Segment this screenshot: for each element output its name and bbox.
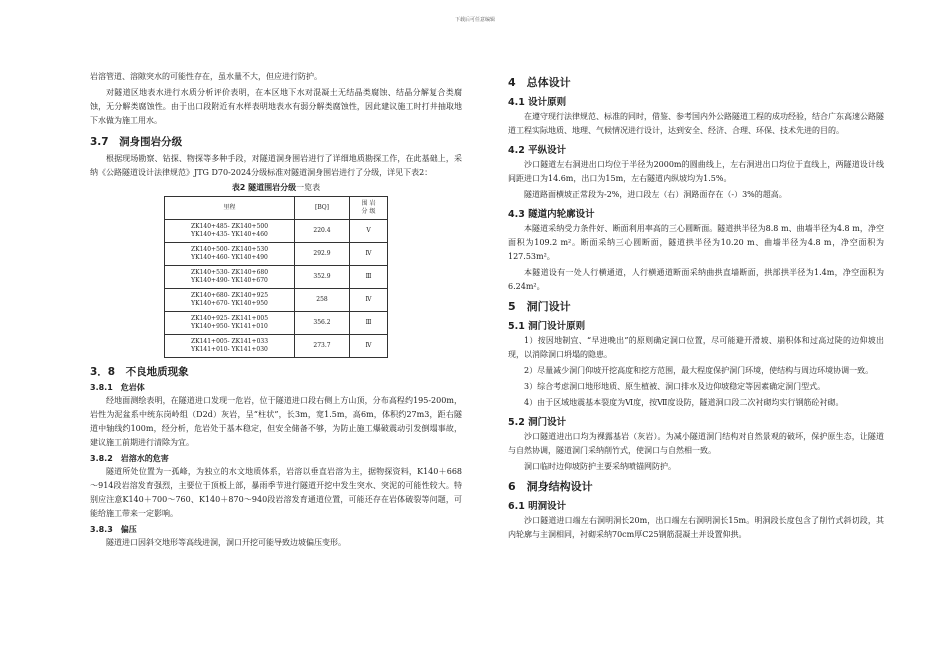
section-heading-4-1: 4.1 设计原则 xyxy=(508,97,567,108)
mileage-yk: YK140+950- YK141+010 xyxy=(191,323,268,330)
mileage-cell xyxy=(165,266,295,289)
table-header-row xyxy=(165,197,388,220)
paragraph: 隧道路面横坡正常段为-2%，进口段左（右）洞路面存在（-）3%的超高。 xyxy=(524,190,787,199)
rock-grade-table xyxy=(164,196,388,358)
grade-cell: Ⅳ xyxy=(350,289,388,312)
paragraph: 洞口临时边仰坡防护主要采纳喷锚网防护。 xyxy=(524,462,676,471)
subsection-heading-3-8-3: 3.8.3 偏压 xyxy=(90,525,137,534)
section-heading-4-3: 4.3 隧道内轮廓设计 xyxy=(508,209,595,220)
mileage-cell xyxy=(165,289,295,312)
table-row xyxy=(165,243,388,266)
bq-cell: 356.2 xyxy=(295,312,350,335)
paragraph: 对隧道区地表水进行水质分析评价表明，在本区地下水对混凝土无结晶类腐蚀、结晶分解复合类腐蚀，无分解类腐蚀性。由于出口段附近有水样表明地表水有弱分解类腐蚀性，因此建议施工时打井抽取地下水做为施工用水。 xyxy=(90,88,462,125)
paragraph: 在遵守现行法律规范、标准的同时，借鉴、参考国内外公路隧道工程的成功经验，结合广东高速公路隧道工程实际地质、地理、气候情况进行设计，达到安全、经济、合理、环保、技术先进的目的。 xyxy=(508,112,884,135)
paragraph: 沙口隧道进出口均为裸露基岩（灰岩）。为减小隧道洞门结构对自然景观的破坏，保护原生态，让隧道与自然协调，隧道洞门采纳削竹式，使洞口与自然相一致。 xyxy=(508,432,884,455)
bq-cell: 220.4 xyxy=(295,220,350,243)
subsection-heading-3-8-2: 3.8.2 岩溶水的危害 xyxy=(90,454,169,463)
subsection-heading-3-8-1: 3.8.1 危岩体 xyxy=(90,383,145,392)
header-grade: 围 岩 分 级 xyxy=(350,197,388,220)
chapter-heading-5: 5 洞门设计 xyxy=(508,300,571,313)
left-column xyxy=(90,70,462,552)
mileage-cell xyxy=(165,312,295,335)
bq-cell: 292.9 xyxy=(295,243,350,266)
bq-cell: 352.9 xyxy=(295,266,350,289)
page-header: 下载后可任意编辑 xyxy=(454,17,495,23)
section-heading-6-1: 6.1 明洞设计 xyxy=(508,501,567,512)
grade-cell: Ⅲ xyxy=(350,312,388,335)
paragraph: 1）按因地制宜、“早进晚出”的原则确定洞口位置，尽可能避开滑坡、崩积体和过高过陡的边仰坡出现，以消除洞口坍塌的隐患。 xyxy=(508,336,884,359)
mileage-cell xyxy=(165,220,295,243)
paragraph: 沙口隧道进口端左右洞明洞长20m，出口端左右洞明洞长15m。明洞段长度包含了削竹式斜切段，其内轮廓与主洞相同，衬砌采纳70cm厚C25钢筋混凝土并设置仰拱。 xyxy=(508,516,884,539)
mileage-yk: YK140+490- YK140+670 xyxy=(191,277,268,284)
section-heading-3-8: 3．8 不良地质现象 xyxy=(90,366,189,378)
mileage-zk: ZK140+500- ZK140+530 xyxy=(190,246,269,253)
table-row xyxy=(165,220,388,243)
paragraph: 2）尽量减少洞门仰坡开挖高度和挖方范围，最大程度保护洞门环境，使结构与周边环境协调一致。 xyxy=(524,366,874,375)
mileage-zk: ZK140+485- ZK140+500 xyxy=(190,223,269,230)
mileage-yk: YK140+435- YK140+460 xyxy=(191,231,268,238)
paragraph: 4）由于区域地震基本裂度为Ⅵ度，按Ⅶ度设防，隧道洞口段二次衬砌均实行钢筋砼衬砌。 xyxy=(524,398,844,407)
paragraph: 3）综合考虑洞口地形地质、原生植被、洞口排水及边仰坡稳定等因素确定洞门型式。 xyxy=(524,382,826,391)
grade-cell: Ⅳ xyxy=(350,243,388,266)
mileage-yk: YK140+460- YK140+490 xyxy=(191,254,268,261)
paragraph: 岩溶管道、溶隙突水的可能性存在，虽水量不大，但应进行防护。 xyxy=(90,72,322,81)
grade-cell: Ⅲ xyxy=(350,266,388,289)
mileage-zk: ZK140+680- ZK140+925 xyxy=(190,292,269,299)
mileage-yk: YK141+010- YK141+030 xyxy=(191,346,268,353)
mileage-zk: ZK140+530- ZK140+680 xyxy=(190,269,269,276)
paragraph: 根据现场勘察、钻探、物探等多种手段，对隧道洞身围岩进行了详细地质勘探工作，在此基础上，采纳《公路隧道设计法律规范》JTG D70-2024分级标准对隧道洞身围岩进行了分级，详见下表2： xyxy=(90,154,462,177)
table-row xyxy=(165,312,388,335)
paragraph: 本隧道采纳受力条件好、断面利用率高的三心圆断面。隧道拱半径为8.8 m、曲墙半径为4.8 m，净空面积为109.2 m²。断面采纳三心圆断面，隧道拱半径为10.20 m、曲墙半径为4.8 m，净空面积为127.53m²。 xyxy=(508,224,884,261)
paragraph: 隧道所处位置为一孤峰，为独立的水文地质体系，岩溶以垂直岩溶为主，据物探资料，K140＋668～914段岩溶发育强烈，主要位于顶板上部，暴雨季节进行隧道开挖中发生突水、突泥的可能性较大。特别应注意K140＋700～760、K140＋870～940段岩溶发育通道位置，可能还存在岩体破裂等问题，可能给施工带来一定影响。 xyxy=(90,467,462,518)
table-row xyxy=(165,289,388,312)
mileage-cell xyxy=(165,243,295,266)
table-row xyxy=(165,335,388,358)
mileage-zk: ZK140+925- ZK141+005 xyxy=(190,315,269,322)
mileage-cell xyxy=(165,335,295,358)
mileage-yk: YK140+670- YK140+950 xyxy=(191,300,268,307)
grade-cell: Ⅴ xyxy=(350,220,388,243)
section-heading-4-2: 4.2 平纵设计 xyxy=(508,145,567,156)
bq-cell: 258 xyxy=(295,289,350,312)
mileage-zk: ZK141+005- ZK141+033 xyxy=(190,338,269,345)
paragraph: 本隧道设有一处人行横通道，人行横通道断面采纳曲拱直墙断面，拱部拱半径为1.4m，净空面积为6.24m²。 xyxy=(508,268,884,291)
table-row xyxy=(165,266,388,289)
table-caption-title: 表2 隧道围岩分级 xyxy=(231,183,297,192)
bq-cell: 273.7 xyxy=(295,335,350,358)
table-caption xyxy=(90,182,462,193)
right-column xyxy=(508,70,884,544)
header-mileage: 里程 xyxy=(165,197,295,220)
chapter-heading-4: 4 总体设计 xyxy=(508,76,571,89)
section-heading-3-7: 3.7 洞身围岩分级 xyxy=(90,136,183,148)
header-bq: [BQ] xyxy=(295,197,350,220)
paragraph: 经地面测绘表明，在隧道进口发现一危岩，位于隧道进口段右侧上方山顶，分布高程约195-200m，岩性为泥盆系中统东岗岭组（D2d）灰岩，呈“柱状”，长3m，宽1.5m，高6m，体积约27m3，距右隧道中轴线约100m，经分析，危岩处于基本稳定，但安全储备不够，为防止施工爆破震动引发倒塌事故，建议施工前期进行清除为宜。 xyxy=(90,396,462,447)
chapter-heading-6: 6 洞身结构设计 xyxy=(508,480,593,493)
section-heading-5-1: 5.1 洞门设计原则 xyxy=(508,321,586,332)
paragraph: 沙口隧道左右洞进出口均位于半径为2000m的圆曲线上，左右洞进出口均位于直线上，两隧道设计线间距进口为14.6m，出口为15m，左右隧道内纵坡均为1.5%。 xyxy=(508,160,884,183)
paragraph: 隧道进口因斜交地形等高线进洞，洞口开挖可能导致边坡偏压变形。 xyxy=(106,538,346,547)
section-heading-5-2: 5.2 洞门设计 xyxy=(508,417,567,428)
grade-cell: Ⅳ xyxy=(350,335,388,358)
table-caption-suffix: 一览表 xyxy=(296,183,321,192)
